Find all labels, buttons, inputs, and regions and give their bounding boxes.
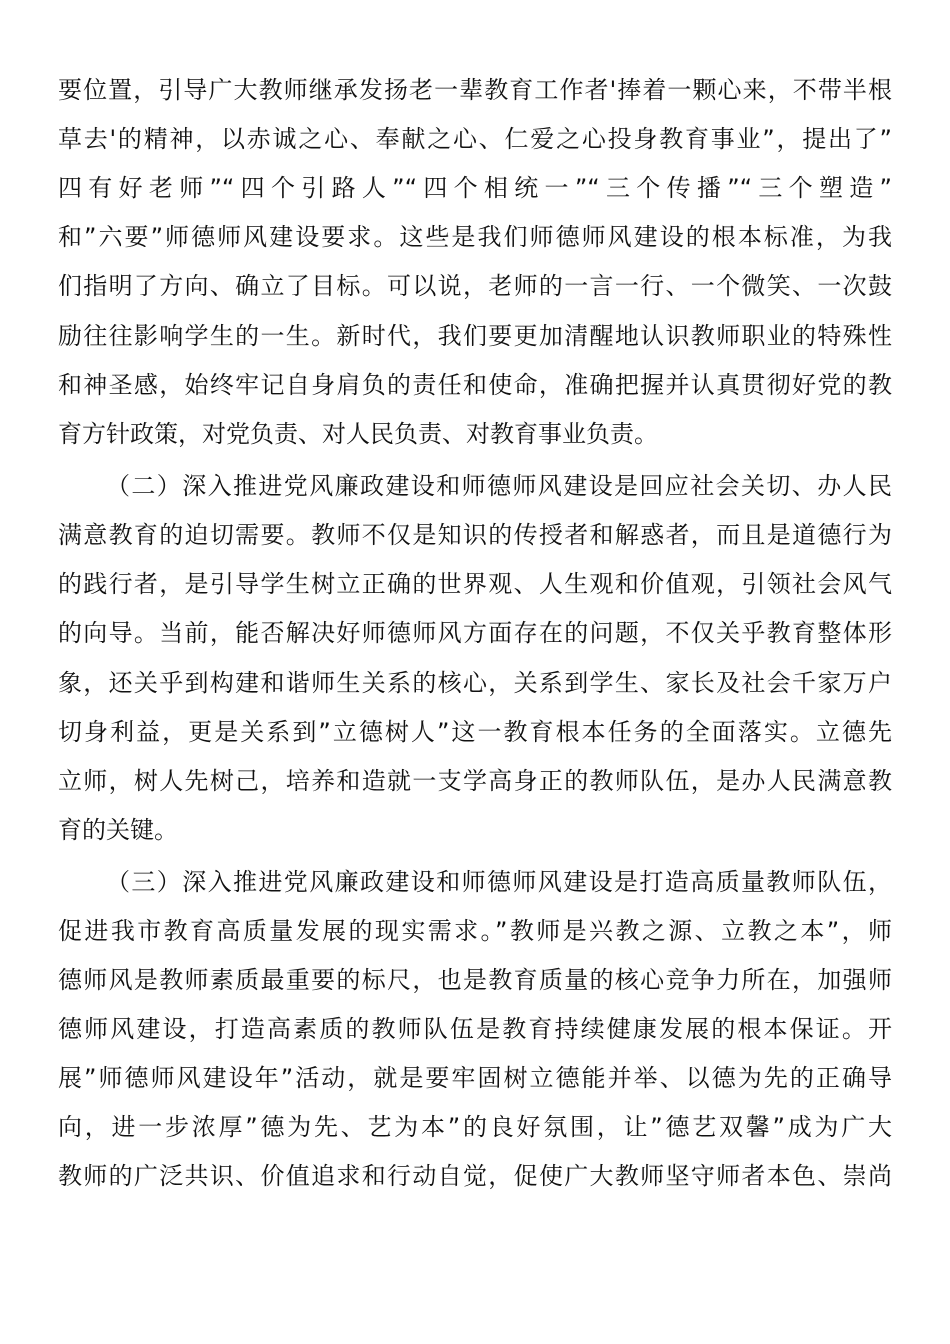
text-line: 的践行者，是引导学生树立正确的世界观、人生观和价值观，引领社会风气 bbox=[58, 570, 892, 598]
text-line: 促进我市教育高质量发展的现实需求。”教师是兴教之源、立教之本”，师 bbox=[58, 917, 892, 945]
text-line: 四有好老师”“四个引路人”“四个相统一”“三个传播”“三个塑造” bbox=[58, 174, 892, 202]
text-line: 展”师德师风建设年”活动，就是要牢固树立德能并举、以德为先的正确导 bbox=[58, 1064, 892, 1092]
text-line: 满意教育的迫切需要。教师不仅是知识的传授者和解惑者，而且是道德行为 bbox=[58, 521, 892, 549]
text-line: 草去'的精神，以赤诚之心、奉献之心、仁爱之心投身教育事业”，提出了” bbox=[58, 125, 892, 153]
text-line: 们指明了方向、确立了目标。可以说，老师的一言一行、一个微笑、一次鼓 bbox=[58, 272, 892, 300]
text-line: 教师的广泛共识、价值追求和行动自觉，促使广大教师坚守师者本色、崇尚 bbox=[58, 1162, 892, 1190]
text-line: 向，进一步浓厚”德为先、艺为本”的良好氛围，让”德艺双馨”成为广大 bbox=[58, 1113, 892, 1141]
text-line: 要位置，引导广大教师继承发扬老一辈教育工作者'捧着一颗心来，不带半根 bbox=[58, 76, 892, 104]
section-heading-line: （二）深入推进党风廉政建设和师德师风建设是回应社会关切、办人民 bbox=[106, 472, 892, 500]
text-line: 立师，树人先树己，培养和造就一支学高身正的教师队伍，是办人民满意教 bbox=[58, 767, 892, 795]
text-line: 德师风是教师素质最重要的标尺，也是教育质量的核心竞争力所在，加强师 bbox=[58, 966, 892, 994]
text-line: 和”六要”师德师风建设要求。这些是我们师德师风建设的根本标准，为我 bbox=[58, 223, 892, 251]
text-line: 的向导。当前，能否解决好师德师风方面存在的问题，不仅关乎教育整体形 bbox=[58, 619, 892, 647]
text-line: 德师风建设，打造高素质的教师队伍是教育持续健康发展的根本保证。开 bbox=[58, 1015, 892, 1043]
text-line: 象，还关乎到构建和谐师生关系的核心，关系到学生、家长及社会千家万户 bbox=[58, 669, 892, 697]
text-line: 励往往影响学生的一生。新时代，我们要更加清醒地认识教师职业的特殊性 bbox=[58, 322, 892, 350]
text-line: 育方针政策，对党负责、对人民负责、对教育事业负责。 bbox=[58, 420, 658, 448]
section-heading-line: （三）深入推进党风廉政建设和师德师风建设是打造高质量教师队伍， bbox=[106, 868, 892, 896]
text-line: 育的关键。 bbox=[58, 816, 178, 844]
text-line: 和神圣感，始终牢记自身肩负的责任和使命，准确把握并认真贯彻好党的教 bbox=[58, 371, 892, 399]
text-line: 切身利益，更是关系到”立德树人”这一教育根本任务的全面落实。立德先 bbox=[58, 718, 892, 746]
